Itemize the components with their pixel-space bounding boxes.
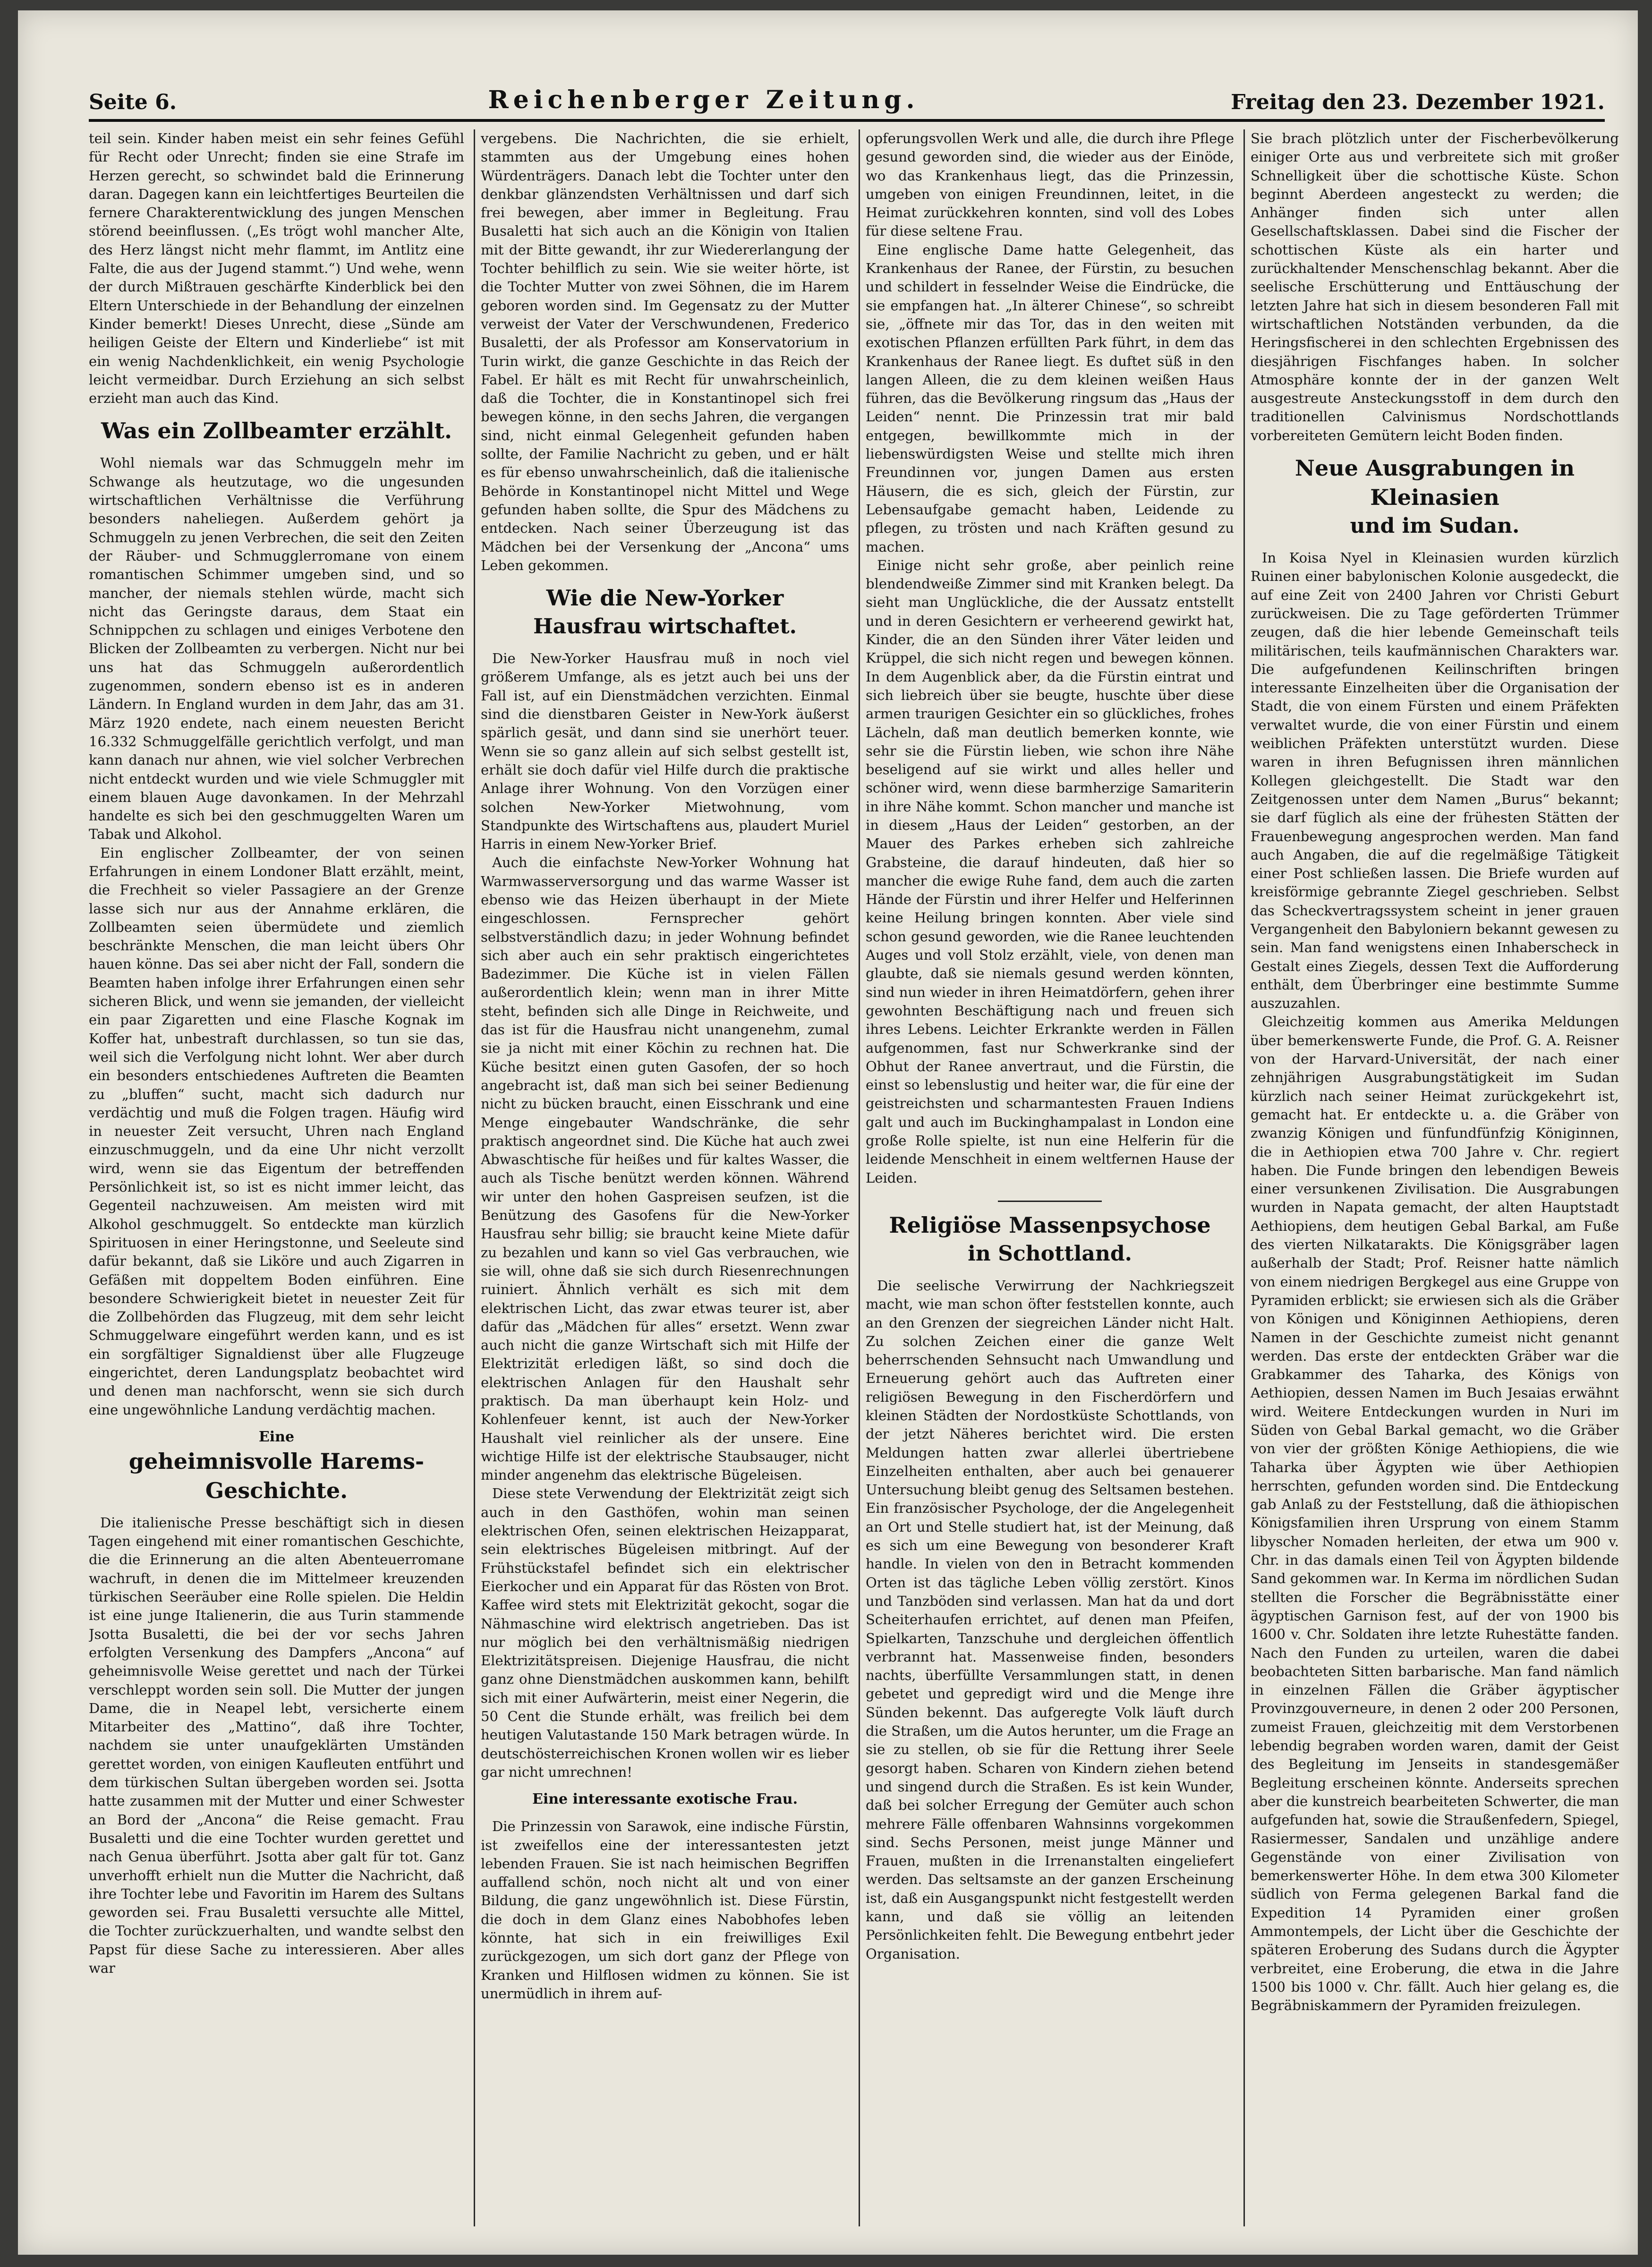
article-paragraph: In Koisa Nyel in Kleinasien wurden kürzlich Ruinen einer babylonischen Kolonie ausgedeckt, die auf eine Zeit von 2400 Jahren vor Christi Geburt zurückweisen. Die zu Tage geförderten Trümmer zeugen, daß die hier lebende Gemeinschaft teils militärischen, teils kaufmännischen Charakters war. Die aufgefundenen Keilinschriften bringen interessante Einzelheiten über die Organisation der Stadt, die von einem Fürsten und einem Präfekten verwaltet wurde, die von einer Fürstin und einem weiblichen Präfekten unterstützt wurden. Diese waren in ihren Befugnissen ihren männlichen Kollegen gleichgestellt. Die Stadt war den Zeitgenossen unter dem Namen „Burus“ bekannt; sie darf füglich als eine der frühesten Stätten der Frauenbewegung angesprochen werden. Man fand auch Angaben, die auf die regelmäßige Tätigkeit einer Post schließen lassen. Die Briefe wurden auf kreisförmige gebrannte Ziegel geschrieben. Selbst das Scheckvertragssystem scheint in jener grauen Vergangenheit den Babyloniern bekannt gewesen zu sein. Man fand wenigstens einen Inhaberscheck in Gestalt eines Ziegels, dessen Text die Aufforderung enthält, dem Überbringer eine bestimmte Summe auszuzahlen. <box>1251 550 1619 1012</box>
article-paragraph: Gleichzeitig kommen aus Amerika Meldungen über bemerkenswerte Funde, die Prof. G. A. Reisner von der Harvard-Universität, der nach einer zehnjährigen Ausgrabungstätigkeit im Sudan kürzlich nach seiner Heimat zurückgekehrt ist, gemacht hat. Er entdeckte u. a. die Gräber von zwanzig Königen und fünfundfünfzig Königinnen, die in Aethiopien etwa 700 Jahre v. Chr. regiert haben. Die Funde bringen den lebendigen Beweis einer versunkenen Zivilisation. Die Ausgrabungen wurden in Napata gemacht, der alten Hauptstadt Aethiopiens, dem heutigen Gebal Barkal, am Fuße des vierten Nilkatarakts. Die Königsgräber lagen außerhalb der Stadt; Prof. Reisner hatte nämlich von einem niedrigen Bergkegel aus eine Gruppe von Pyramiden erblickt; sie erwiesen sich als die Gräber von Königen und Königinnen Aethiopiens, deren Namen in der Geschichte zumeist nicht genannt werden. Das erste der entdeckten Gräber war die Grabkammer des Taharka, des Königs von Aethiopien, dessen Namen im Buch Jesaias erwähnt wird. Weitere Entdeckungen wurden in Nuri im Süden von Gebal Barkal gemacht, wo die Gräber von vier der größten Könige Aethiopiens, die wie Taharka über Ägypten wie über Aethiopien herrschten, gefunden worden sind. Die Entdeckung gab Anlaß zu der Feststellung, daß die äthiopischen Königsfamilien ihren Ursprung von einem Stamm libyscher Nomaden herleiten, der etwa um 900 v. Chr. in das damals einen Teil von Ägypten bildende Sand gekommen war. In Kerma im nördlichen Sudan stellten die Forscher die Begräbnisstätte einer ägyptischen Garnison fest, auf der von 1900 bis 1600 v. Chr. Soldaten ihre letzte Ruhestätte fanden. Nach den Funden zu urteilen, waren die dabei beobachteten Sitten barbarische. Man fand nämlich in einzelnen Fällen die Gräber ägyptischer Provinzgouverneure, in denen 2 oder 200 Personen, zumeist Frauen, gleichzeitig mit dem Verstorbenen lebendig begraben worden waren, damit der Geist des Begleitung im Jenseits in standesgemäßer Begleitung erscheinen könnte. Anderseits sprechen aber die kunstreich bearbeiteten Schwerter, die man aufgefunden hat, sowie die Straußenfedern, Spiegel, Rasiermesser, Sandalen und unzählige andere Gegenstände von einer Zivilisation von bemerkenswerter Höhe. In dem etwa 300 Kilometer südlich von Ferma gelegenen Barkal fand die Expedition 14 Pyramiden einer großen Ammontempels, der Licht über die Geschichte der späteren Eroberung des Sudans durch die Ägypter verbreitet, eine Eroberung, die etwa in die Jahre 1500 bis 1000 v. Chr. fällt. Auch hier gelang es, die Begräbniskammern der Pyramiden freizulegen. <box>1251 1014 1619 2014</box>
article-headline <box>89 1428 464 1505</box>
article-paragraph: opferungsvollen Werk und alle, die durch ihre Pflege gesund geworden sind, die wieder aus der Einöde, wo das Krankenhaus liegt, das die Prinzessin, umgeben von einigen Freundinnen, leitet, in die Heimat zurückkehren konnten, sind voll des Lobes für diese seltene Frau. <box>866 130 1234 239</box>
article-headline <box>866 1210 1234 1268</box>
article-headline <box>89 416 464 445</box>
masthead-rule <box>89 119 1605 122</box>
headline-line: und im Sudan. <box>1350 514 1520 538</box>
article-paragraph: Die New-Yorker Hausfrau muß in noch viel größerem Umfange, als es jetzt auch bei uns der Fall ist, auf ein Dienstmädchen verzichten. Einmal sind die dienstbaren Geister in New-York äußerst spärlich gesät, und dann sind sie unerhört teuer. Wenn sie so ganz allein auf sich selbst gestellt ist, erhält sie doch dafür viel Hilfe durch die praktische Anlage ihrer Wohnung. Von den Vorzügen einer solchen New-Yorker Mietwohnung, vom Standpunkte des Wirtschaftens aus, plaudert Muriel Harris in einem New-Yorker Brief. <box>481 650 849 852</box>
headline-line: Religiöse Massenpsychose <box>889 1212 1211 1238</box>
newspaper-page <box>18 10 1638 2255</box>
article-paragraph: Eine englische Dame hatte Gelegenheit, das Krankenhaus der Ranee, der Fürstin, zu besuchen und schildert in fesselnder Weise die Eindrücke, die sie empfangen hat. „In älterer Chinese“, so schreibt sie, „öffnete mir das Tor, das in den weiten mit exotischen Pflanzen erfüllten Park führt, in dem das Krankenhaus der Ranee liegt. Es duftet süß in den langen Alleen, die zu dem kleinen weißen Haus führen, das die Bevölkerung ringsum das „Haus der Leiden“ nennt. Die Prinzessin trat mir bald entgegen, bewillkommte mich in der liebenswürdigsten Weise und stellte mich ihren Freundinnen vor, jungen Damen aus ersten Häusern, die es sich, gleich der Fürstin, zur Lebensaufgabe gemacht haben, Leidende zu pflegen, zu trösten und nach Kräften gesund zu machen. <box>866 241 1234 555</box>
headline-line: Wie die New-Yorker <box>546 585 784 611</box>
article-paragraph: Die seelische Verwirrung der Nachkriegszeit macht, wie man schon öfter feststellen konnte, auch an den Grenzen der siegreichen Länder nicht Halt. Zu solchen Zeichen einer die ganze Welt beherrschenden Sehnsucht nach Umwandlung und Erneuerung gehört auch das Auftreten einer religiösen Bewegung in den Fischerdörfern und kleinen Städten der Nordostküste Schottlands, von der jetzt Näheres berichtet wird. Die ersten Meldungen hatten zwar allerlei übertriebene Einzelheiten enthalten, aber auch bei genauerer Untersuchung bleibt genug des Seltsamen bestehen. Ein französischer Psychologe, der die Angelegenheit an Ort und Stelle studiert hat, ist der Meinung, daß es sich um eine Bewegung von besonderer Kraft handle. In vielen von den in Betracht kommenden Orten ist das tägliche Leben völlig zerstört. Kinos und Tanzböden sind verlassen. Man hat da und dort Scheiterhaufen errichtet, auf denen man Pfeifen, Spielkarten, Tanzschuhe und dergleichen öffentlich verbrannt hat. Massenweise finden, besonders nachts, überfüllte Versammlungen statt, in denen gebetet und gepredigt wird und die Menge ihre Sünden bekennt. Das aufgeregte Volk läuft durch die Straßen, um die Autos herunter, um die Frage an sie zu stellen, ob sie für die Rettung ihrer Seele gesorgt haben. Scharen von Kindern ziehen betend und singend durch die Straßen. Es ist kein Wunder, daß bei solcher Erregung der Gemüter auch schon mehrere Fälle offenbaren Wahnsinns vorgekommen sind. Sechs Personen, meist junge Männer und Frauen, mußten in die Irrenanstalten eingeliefert werden. Das seltsamste an der ganzen Erscheinung ist, daß ein Ausgangspunkt nicht festgestellt werden kann, und daß sie völlig an leitenden Persönlichkeiten fehlt. Die Bewegung entbehrt jeder Organisation. <box>866 1277 1234 1962</box>
article-paragraph: Sie brach plötzlich unter der Fischerbevölkerung einiger Orte aus und verbreitete sich mit großer Schnelligkeit über die schottische Küste. Schon beginnt Aberdeen angesteckt zu werden; die Anhänger finden sich unter allen Gesellschaftsklassen. Dabei sind die Fischer der schottischen Küste als ein harter und zurückhaltender Menschenschlag bekannt. Aber die seelische Erschütterung und Enttäuschung der letzten Jahre hat sich in diesem besonderen Fall mit wirtschaftlichen Notständen verbunden, da die Heringsfischerei in den schlechten Ergebnissen des diesjährigen Fischfanges haben. In solcher Atmosphäre konnte der in der ganzen Welt ausgestreute Ansteckungsstoff in dem durch den traditionellen Calvinismus Nordschottlands vorbereiteten Gemütern leicht Boden finden. <box>1251 130 1619 443</box>
column-4 <box>1243 129 1619 2226</box>
article-headline <box>481 583 849 641</box>
column-2 <box>474 129 849 2226</box>
headline-line: Eine <box>258 1428 295 1445</box>
masthead <box>89 81 1605 114</box>
newspaper-title: Reichenberger Zeitung. <box>488 85 920 114</box>
article-paragraph: Diese stete Verwendung der Elektrizität zeigt sich auch in den Gasthöfen, wohin man seinen elektrischen Ofen, seinen elektrischen Heizapparat, sein elektrisches Bügeleisen mitbringt. Auf der Frühstückstafel befindet sich ein elektrischer Eierkocher und ein Apparat für das Rösten von Brot. Kaffee wird stets mit Elektrizität gekocht, sogar die Nähmaschine wird elektrisch angetrieben. Das ist nur möglich bei den verhältnismäßig niedrigen Elektrizitätspreisen. Diejenige Hausfrau, die nicht ganz ohne Dienstmädchen auskommen kann, behilft sich mit einer Aufwärterin, meist einer Negerin, die 50 Cent die Stunde erhält, was freilich bei dem heutigen Valutastande 150 Mark betragen würde. In deutschösterreichischen Kronen wollen wir es lieber gar nicht umrechnen! <box>481 1485 849 1780</box>
headline-line: geheimnisvolle Harems-Geschichte. <box>128 1448 425 1503</box>
headline-line: Eine interessante exotische Frau. <box>532 1791 798 1808</box>
article-headline <box>1251 453 1619 540</box>
headline-line: Was ein Zollbeamter erzählt. <box>101 418 452 444</box>
column-3 <box>859 129 1234 2226</box>
article-paragraph: Ein englischer Zollbeamter, der von seinen Erfahrungen in einem Londoner Blatt erzählt, meint, die Frechheit so vieler Passagiere an der Grenze lasse sich nur aus der Annahme erklären, die Zollbeamten seien übermüdete und ziemlich beschränkte Menschen, die man leicht übers Ohr hauen könne. Das sei aber nicht der Fall, sondern die Beamten haben infolge ihrer Erfahrungen einen sehr sicheren Blick, und wenn sie jemanden, der vielleicht ein paar Zigaretten und eine Flasche Kognak im Koffer hat, unbestraft durchlassen, so tun sie das, weil sich die Verfolgung nicht lohnt. Wer aber durch ein besonders entschiedenes Auftreten die Beamten zu „bluffen“ sucht, macht sich dadurch nur verdächtig und muß die Folgen tragen. Häufig wird in neuester Zeit versucht, Uhren nach England einzuschmuggeln, und da eine Uhr nicht verzollt wird, wenn sie das Eigentum der betreffenden Persönlichkeit ist, so ist es nicht immer leicht, das Gegenteil nachzuweisen. Am meisten wird mit Alkohol geschmuggelt. So entdeckte man kürzlich Spirituosen in einer Heringstonne, und Seeleute sind dafür bekannt, daß sie Liköre und auch Zigarren in Gefäßen mit doppeltem Boden einführen. Eine besondere Schwierigkeit bietet in neuester Zeit für die Zollbehörden das Flugzeug, mit dem sehr leicht Schmuggelware eingeführt werden kann, und es ist ein sorgfältiger Signaldienst über alle Flugzeuge eingerichtet, deren Landungsplatz beobachtet wird und denen man nachforscht, wenn sie sich durch eine ungewöhnliche Landung verdächtig machen. <box>89 844 464 1418</box>
article-paragraph: Wohl niemals war das Schmuggeln mehr im Schwange als heutzutage, wo die ungesunden wirtschaftlichen Verhältnisse die Verführung besonders naheliegen. Außerdem gehört ja Schmuggeln zu jenen Verbrechen, die seit den Zeiten der Räuber- und Schmugglerromane von einem romantischen Schimmer umgeben sind, und so mancher, der niemals stehlen würde, macht sich nicht das Geringste daraus, dem Staat ein Schnippchen zu schlagen und einiges Verbotene den Blicken der Zollbeamten zu verbergen. Nicht nur bei uns hat das Schmuggeln außerordentlich zugenommen, sondern ebenso ist es in anderen Ländern. In England wurden in dem Jahr, das am 31. März 1920 endete, nach einem neuesten Bericht 16.332 Schmuggelfälle gerichtlich verfolgt, und man kann danach nur ahnen, wie viel solcher Verbrechen nicht entdeckt wurden und wie viele Schmuggler mit einem blauen Auge davonkamen. In der Mehrzahl handelte es sich bei den geschmuggelten Waren um Tabak und Alkohol. <box>89 455 464 843</box>
page-number: Seite 6. <box>89 90 177 114</box>
section-divider <box>998 1201 1102 1202</box>
article-paragraph: Die italienische Presse beschäftigt sich in diesen Tagen eingehend mit einer romantischen Geschichte, die die Erinnerung an die alten Abenteuerromane wachruft, in denen die im Mittelmeer kreuzenden türkischen Seeräuber eine Rolle spielen. Die Heldin ist eine junge Italienerin, die aus Turin stammende Jsotta Busaletti, die bei der vor sechs Jahren erfolgten Versenkung des Dampfers „Ancona“ auf geheimnisvolle Weise gerettet und nach der Türkei verschleppt worden sein soll. Die Mutter der jungen Dame, die in Neapel lebt, versicherte einem Mitarbeiter des „Mattino“, daß ihre Tochter, nachdem sie unter unaufgeklärten Umständen gerettet worden, von einigen Kaufleuten entführt und dem türkischen Sultan übergeben worden sei. Jsotta hatte zusammen mit der Mutter und einer Schwester an Bord der „Ancona“ die Reise gemacht. Frau Busaletti und die eine Tochter wurden gerettet und nach Genua überführt. Jsotta aber galt für tot. Ganz unverhofft erhielt nun die Mutter die Nachricht, daß ihre Tochter lebe und Favoritin im Harem des Sultans geworden sei. Frau Busaletti versuchte alle Mittel, die Tochter zurückzuerhalten, und wandte selbst den Papst für diese Sache zu interessieren. Aber alles war <box>89 1514 464 1977</box>
headline-line: in Schottland. <box>968 1241 1132 1266</box>
article-headline <box>481 1790 849 1809</box>
article-paragraph: Die Prinzessin von Sarawok, eine indische Fürstin, ist zweifellos eine der interessantesten jetzt lebenden Frauen. Sie ist nach heimischen Begriffen auffallend schön, noch nicht alt und von einer Bildung, die ganz ungewöhnlich ist. Diese Fürstin, die doch in dem Glanz eines Nabobhofes leben könnte, hat sich in ein freiwilliges Exil zurückgezogen, um sich dort ganz der Pflege von Kranken und Hilflosen widmen zu können. Sie ist unermüdlich in ihrem auf- <box>481 1818 849 2002</box>
article-columns <box>89 129 1619 2226</box>
issue-date: Freitag den 23. Dezember 1921. <box>1231 90 1605 114</box>
column-1 <box>89 129 464 2226</box>
article-paragraph: Auch die einfachste New-Yorker Wohnung hat Warmwasserversorgung und das warme Wasser ist ebenso wie das Heizen überhaupt in der Miete eingeschlossen. Fernsprecher gehört selbstverständlich dazu; in jeder Wohnung befindet sich aber auch ein sehr praktisch eingerichtetes Badezimmer. Die Küche ist in vielen Fällen außerordentlich klein; wenn man in ihrer Mitte steht, befinden sich alle Dinge in Reichweite, und das ist für die Hausfrau nicht unangenehm, zumal sie ja nicht mit einer Köchin zu rechnen hat. Die Küche besitzt einen guten Gasofen, der so hoch angebracht ist, daß man sich bei seiner Bedienung nicht zu bücken braucht, einen Eisschrank und eine Menge eingebauter Wandschränke, die sehr praktisch angeordnet sind. Die Küche hat auch zwei Abwaschtische für heißes und für kaltes Wasser, die auch als Tische benützt werden können. Während wir unter den hohen Gaspreisen seufzen, ist die Benützung des Gasofens für die New-Yorker Hausfrau sehr billig; sie braucht keine Miete dafür zu bezahlen und kann so viel Gas verbrauchen, wie sie will, ohne daß sie sich durch Riesenrechnungen ruiniert. Ähnlich verhält es sich mit dem elektrischen Licht, das zwar etwas teurer ist, aber dafür das „Mädchen für alles“ ersetzt. Wenn zwar auch nicht die ganze Wirtschaft sich mit Hilfe der Elektrizität erledigen läßt, so sind doch die elektrischen Anlagen für den Haushalt sehr praktisch. Da man überhaupt kein Holz- und Kohlenfeuer kennt, ist auch der New-Yorker Haushalt viel reinlicher als der unsere. Eine wichtige Hilfe ist der elektrische Staubsauger, nicht minder angenehm das elektrische Bügeleisen. <box>481 854 849 1483</box>
headline-line: Neue Ausgrabungen in Kleinasien <box>1294 455 1575 511</box>
headline-line: Hausfrau wirtschaftet. <box>533 614 797 639</box>
article-paragraph: Einige nicht sehr große, aber peinlich reine blendendweiße Zimmer sind mit Kranken belegt. Da sieht man Unglückliche, die der Aussatz entstellt und in deren Gesichtern er verheerend gewirkt hat, Kinder, die an den Sünden ihrer Väter leiden und Krüppel, die sich nicht regen und bewegen können. In dem Augenblick aber, da die Fürstin eintrat und sich liebreich über sie beugte, huschte über diese armen traurigen Gesichter ein so glückliches, frohes Lächeln, daß man deutlich bemerken konnte, wie sehr sie die Fürstin lieben, wie schon ihre Nähe beseligend auf sie wirkt und alles heller und schöner wird, wenn diese barmherzige Samariterin in ihre Nähe kommt. Schon mancher und manche ist in diesem „Haus der Leiden“ gestorben, an der Mauer des Parkes erheben sich zahlreiche Grabsteine, die darauf hindeuten, daß hier so mancher die ewige Ruhe fand, dem auch die zarten Hände der Fürstin und ihrer Helfer und Helferinnen keine Heilung bringen konnten. Aber viele sind schon gesund geworden, wie die Ranee leuchtenden Auges und voll Stolz erzählt, viele, von denen man glaubte, daß sie niemals gesund werden könnten, sind nun wieder in ihren Heimatdörfern, gehen ihrer gewohnten Beschäftigung nach und freuen sich ihres Lebens. Leichter Erkrankte werden in Fällen aufgenommen, fast nur Schwerkranke sind der Obhut der Ranee anvertraut, und die Fürstin, die einst so lebenslustig und heiter war, die für eine der geistreichsten und scharmantesten Frauen Indiens galt und auch im Buckinghampalast in London eine große Rolle spielte, ist nun eine Helferin für die leidende Menschheit in einem weltfernen Hause der Leiden. <box>866 557 1234 1186</box>
article-paragraph: teil sein. Kinder haben meist ein sehr feines Gefühl für Recht oder Unrecht; finden sie eine Strafe im Herzen gerecht, so schwindet bald die Erinnerung daran. Dagegen kann ein leichtfertiges Beurteilen die fernere Charakterentwicklung des jungen Menschen störend beeinflussen. („Es trögt wohl mancher Alte, des Herz längst nicht mehr flammt, im Antlitz eine Falte, die aus der Jugend stammt.“) Und wehe, wenn der durch Mißtrauen geschärfte Kinderblick bei den Eltern Unterschiede in der Behandlung der einzelnen Kinder bemerkt! Dieses Unrecht, diese „Sünde am heiligen Geiste der Eltern und Kinderliebe“ ist mit ein wenig Nachdenklichkeit, ein wenig Psychologie leicht vermeidbar. Durch Erziehung an sich selbst erzieht man auch das Kind. <box>89 130 464 407</box>
article-paragraph: vergebens. Die Nachrichten, die sie erhielt, stammten aus der Umgebung eines hohen Würdenträgers. Danach lebt die Tochter unter den denkbar glänzendsten Verhältnissen und darf sich frei bewegen, aber immer in Begleitung. Frau Busaletti hat sich auch an die Königin von Italien mit der Bitte gewandt, ihr zur Wiedererlangung der Tochter behilflich zu sein. Wie sie weiter hörte, ist die Tochter Mutter von zwei Söhnen, die im Harem geboren worden sind. Im Gegensatz zu der Mutter verweist der Vater der Verschwundenen, Frederico Busaletti, der als Professor am Konservatorium in Turin wirkt, die ganze Geschichte in das Reich der Fabel. Er hält es mit Recht für unwahrscheinlich, daß die Tochter, die in Konstantinopel sich frei bewegen könne, in den sechs Jahren, die vergangen sind, nicht einmal Gelegenheit gefunden haben sollte, der Familie Nachricht zu geben, und er hält es für ebenso unwahrscheinlich, daß die italienische Behörde in Konstantinopel nicht Mittel und Wege gefunden haben sollte, die Spur des Mädchens zu entdecken. Nach seiner Überzeugung ist das Mädchen bei der Versenkung der „Ancona“ ums Leben gekommen. <box>481 130 849 573</box>
